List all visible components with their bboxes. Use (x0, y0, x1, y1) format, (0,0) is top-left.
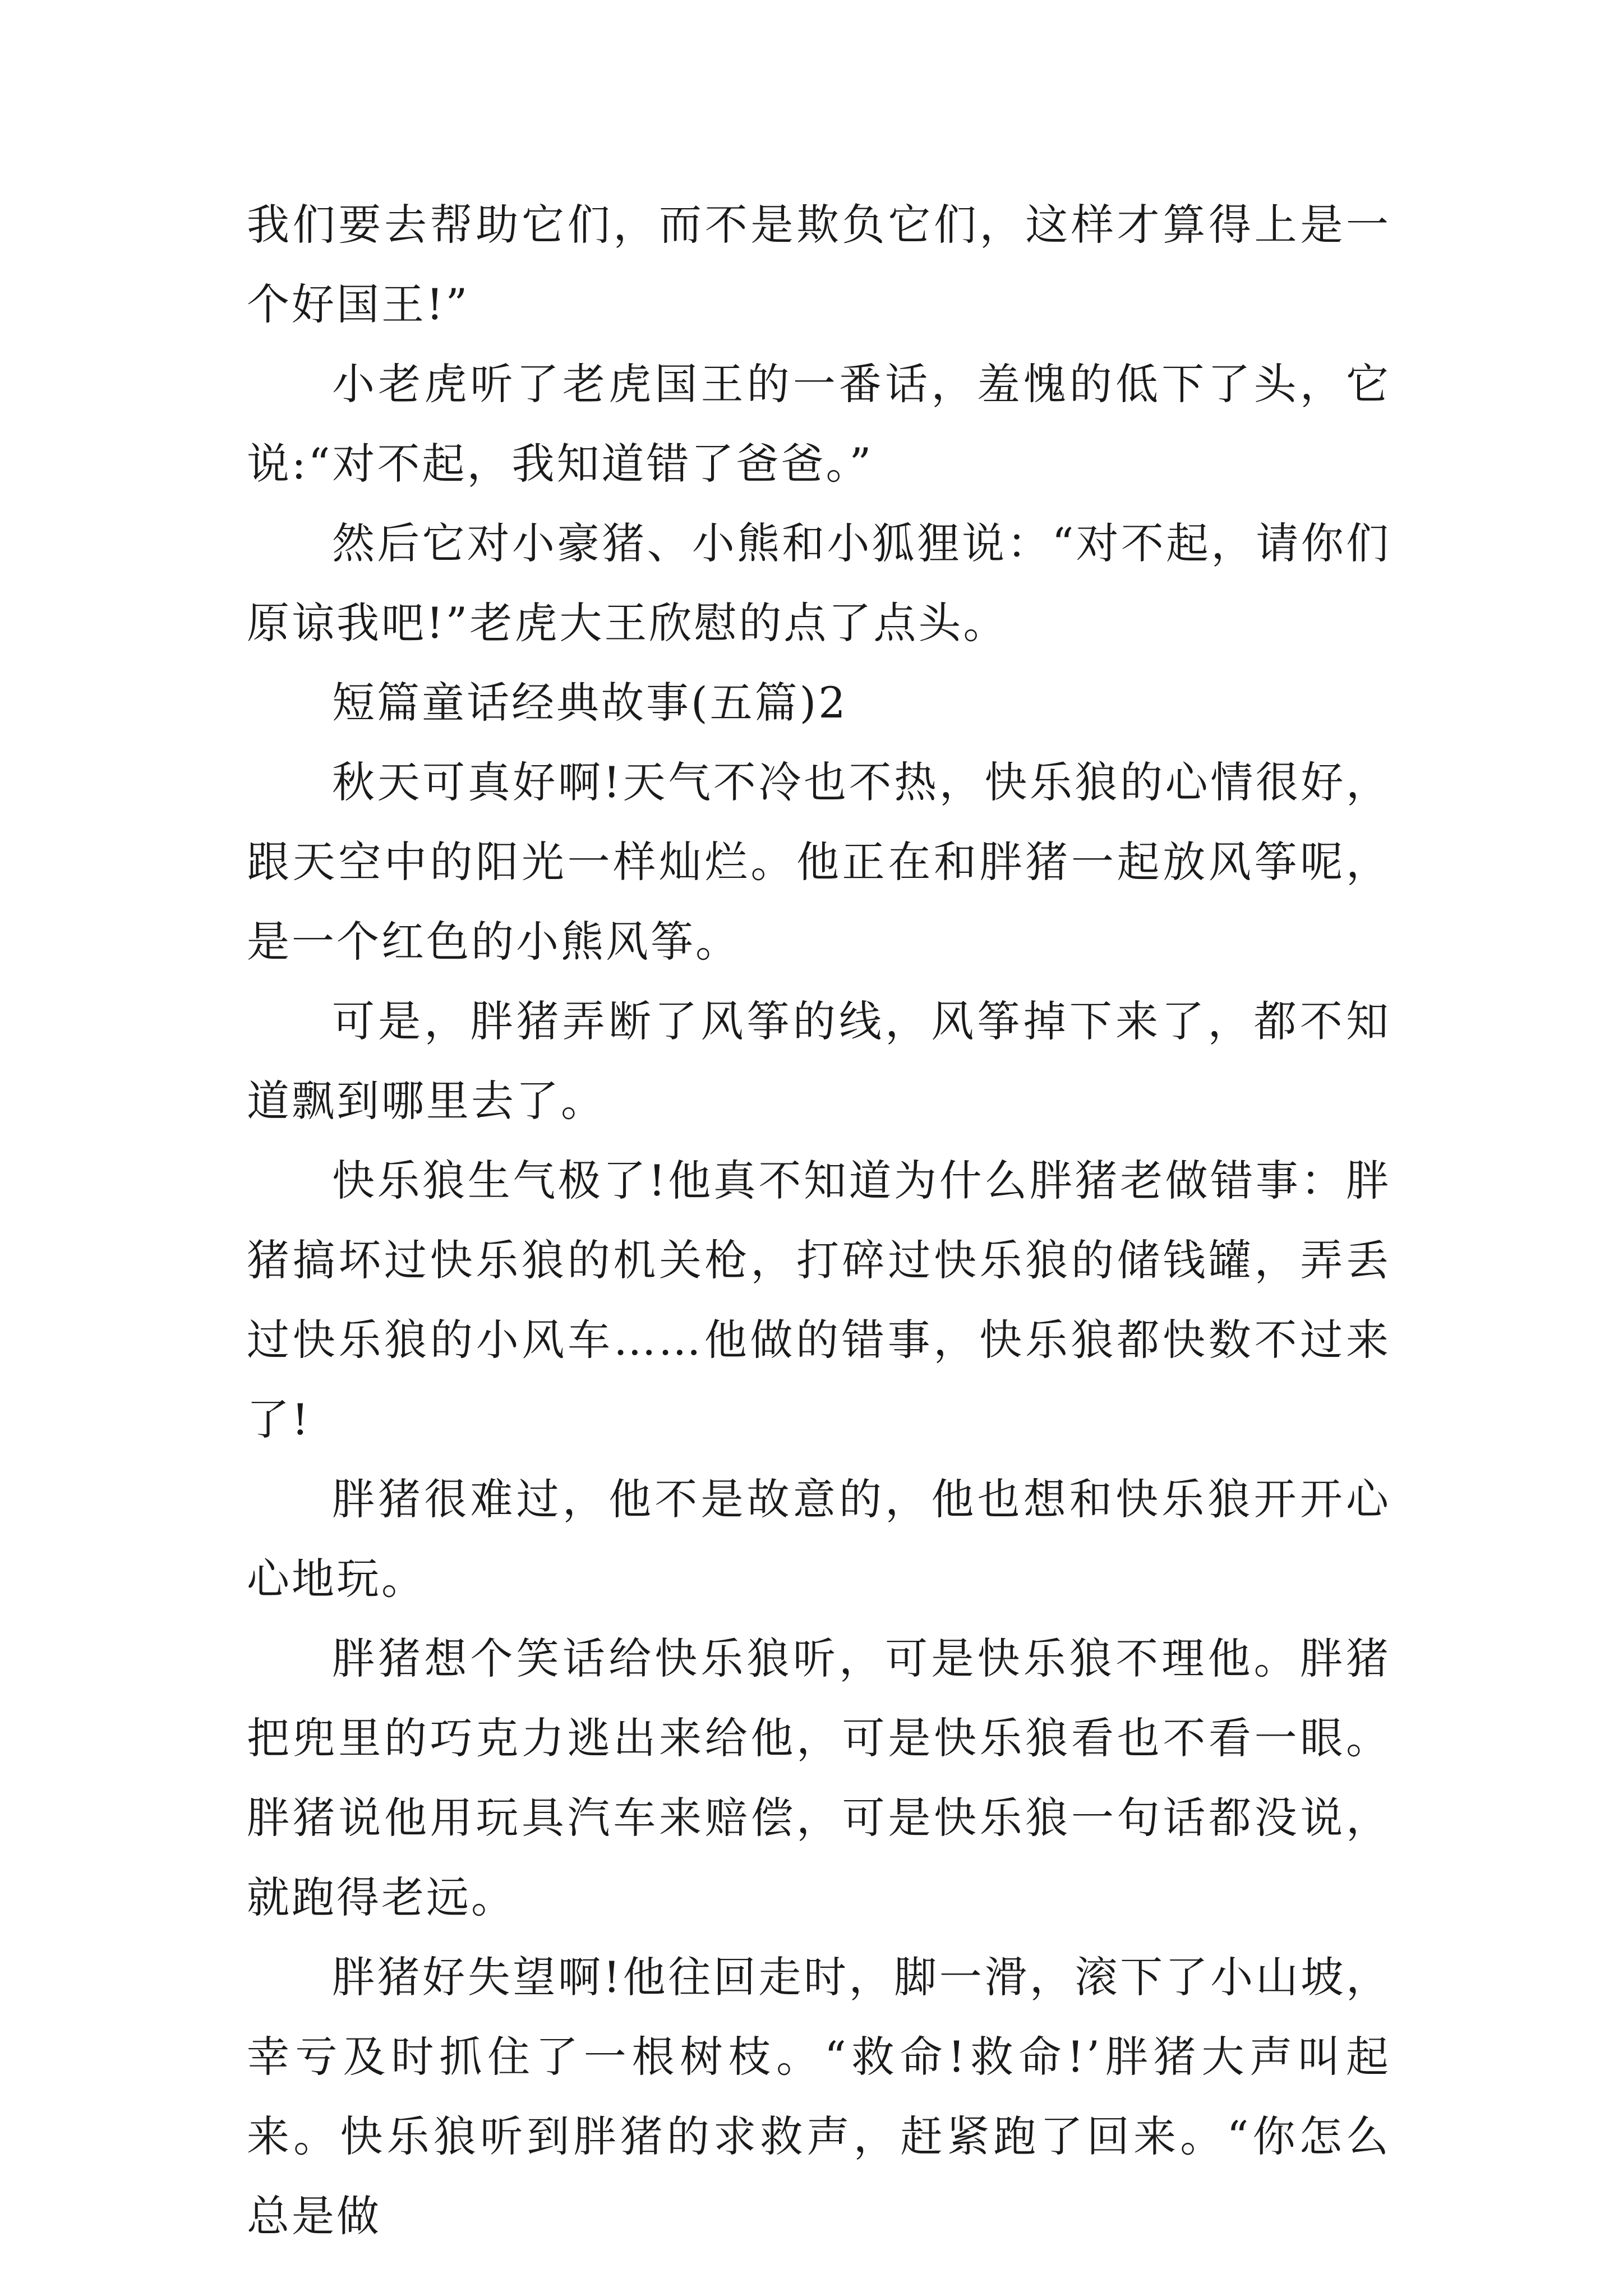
paragraph-6: 快乐狼生气极了!他真不知道为什么胖猪老做错事：胖猪搞坏过快乐狼的机关枪，打碎过快乐狼的储钱罐，弄丢过快乐狼的小风车……他做的错事，快乐狼都快数不过来了! (247, 1156, 1391, 1444)
paragraph-8: 胖猪想个笑话给快乐狼听，可是快乐狼不理他。胖猪把兜里的巧克力逃出来给他，可是快乐狼看也不看一眼。胖猪说他用玩具汽车来赔偿，可是快乐狼一句话都没说，就跑得老远。 (247, 1634, 1391, 1922)
paragraph-3: 然后它对小豪猪、小熊和小狐狸说：“对不起，请你们原谅我吧!”老虎大王欣慰的点了点头。 (247, 518, 1391, 648)
section-heading: 短篇童话经典故事(五篇)2 (332, 678, 848, 728)
paragraph-2: 小老虎听了老虎国王的一番话，羞愧的低下了头，它说:“对不起，我知道错了爸爸。” (247, 359, 1391, 489)
paragraph-7: 胖猪很难过，他不是故意的，他也想和快乐狼开开心心地玩。 (247, 1474, 1391, 1604)
paragraph-4: 秋天可真好啊!天气不冷也不热，快乐狼的心情很好，跟天空中的阳光一样灿烂。他正在和胖猪一起放风筝呢，是一个红色的小熊风筝。 (247, 757, 1391, 967)
paragraph-1: 我们要去帮助它们，而不是欺负它们，这样才算得上是一个好国王!” (247, 200, 1391, 329)
paragraph-9: 胖猪好失望啊!他往回走时，脚一滑，滚下了小山坡，幸亏及时抓住了一根树枝。“救命!救命!’胖猪大声叫起来。快乐狼听到胖猪的求救声，赶紧跑了回来。“你怎么总是做 (247, 1952, 1391, 2241)
document-body (247, 185, 1391, 2256)
paragraph-5: 可是，胖猪弄断了风筝的线，风筝掉下来了，都不知道飘到哪里去了。 (247, 996, 1391, 1126)
